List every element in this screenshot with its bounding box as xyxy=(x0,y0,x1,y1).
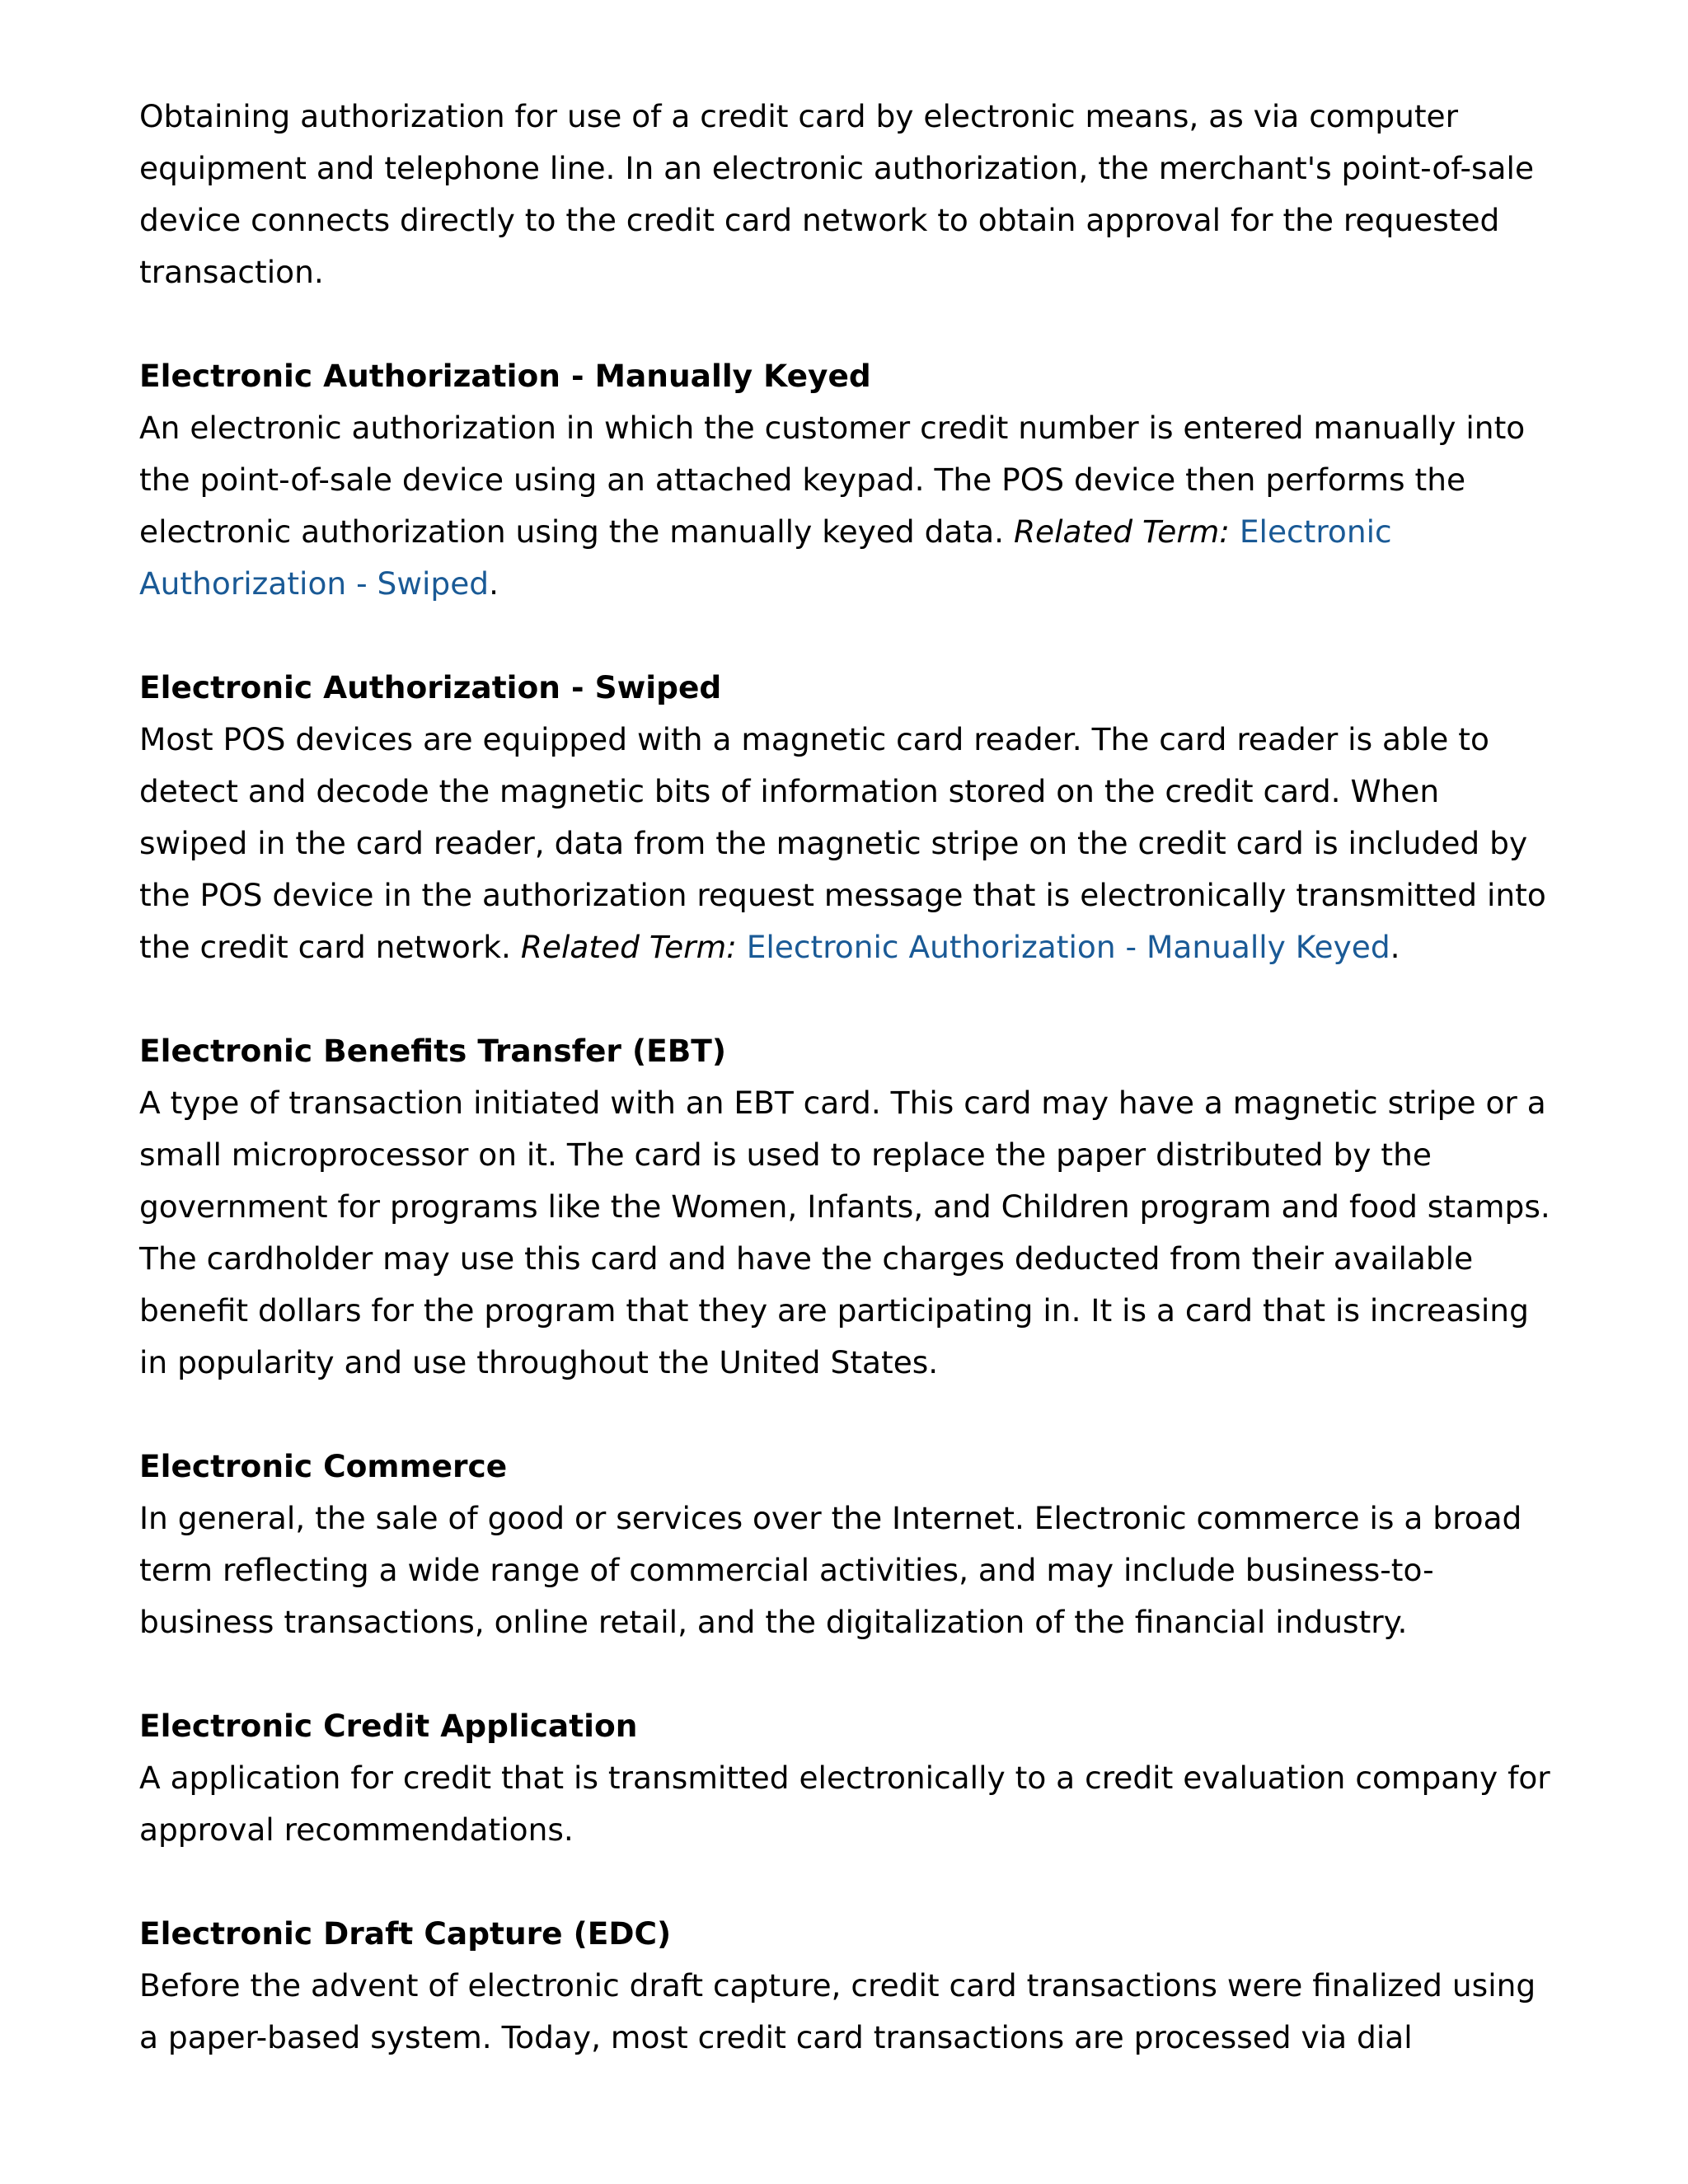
glossary-entry-ebt xyxy=(139,1025,1557,1389)
entry-term: Electronic Draft Capture (EDC) xyxy=(139,1915,672,1952)
glossary-entry-manually-keyed xyxy=(139,350,1557,610)
entry-term: Electronic Authorization - Manually Keyed xyxy=(139,358,871,394)
entry-term: Electronic Benefits Transfer (EBT) xyxy=(139,1033,727,1069)
related-term-period: . xyxy=(489,565,499,602)
entry-definition: A application for credit that is transmitted electronically to a credit evaluation company for approval recommendations. xyxy=(139,1760,1550,1848)
glossary-entry-swiped xyxy=(139,662,1557,973)
related-term-period: . xyxy=(1390,929,1400,965)
entry-definition xyxy=(139,402,1557,610)
glossary-entry-edc xyxy=(139,1908,1557,2064)
intro-paragraph: Obtaining authorization for use of a credit card by electronic means, as via computer equipment and telephone line. In an electronic authorization, the merchant's point-of-sale device connects directly to the credit card network to obtain approval for the requested transaction. xyxy=(139,98,1535,290)
entry-term: Electronic Authorization - Swiped xyxy=(139,669,722,705)
entry-term: Electronic Credit Application xyxy=(139,1708,638,1744)
related-term-label: Related Term: xyxy=(520,929,737,965)
related-term-link[interactable]: Electronic Authorization - Manually Keyed xyxy=(746,929,1390,965)
entry-definition: In general, the sale of good or services over the Internet. Electronic commerce is a broad term reflecting a wide range of commercial activities, and may include business-to-business transactions, online retail, and the digitalization of the financial industry. xyxy=(139,1500,1522,1640)
definition-text: Most POS devices are equipped with a magnetic card reader. The card reader is able to detect and decode the magnetic bits of information stored on the credit card. When swiped in the card reader, data from the magnetic stripe on the credit card is included by the POS device in the authorization request message that is electronically transmitted into the credit card network. xyxy=(139,721,1546,965)
entry-definition: A type of transaction initiated with an EBT card. This card may have a magnetic stripe or a small microprocessor on it. The card is used to replace the paper distributed by the government for programs like the Women, Infants, and Children program and food stamps. The cardholder may use this card and have the charges deducted from their available benefit dollars for the program that they are participating in. It is a card that is increasing in popularity and use throughout the United States. xyxy=(139,1085,1550,1380)
related-term-link[interactable]: Electronic Authorization - Swiped xyxy=(139,513,1392,602)
related-term-label: Related Term: xyxy=(1013,513,1230,550)
entry-term: Electronic Commerce xyxy=(139,1448,508,1484)
glossary-entry-electronic-commerce xyxy=(139,1441,1557,1648)
glossary-entry-credit-application xyxy=(139,1700,1557,1856)
entry-definition: Before the advent of electronic draft capture, credit card transactions were finalized using a paper-based system. Today, most credit card transactions are processed via dial xyxy=(139,1967,1536,2055)
glossary-page xyxy=(139,91,1557,2064)
definition-text: An electronic authorization in which the customer credit number is entered manually into the point-of-sale device using an attached keypad. The POS device then performs the electronic authorization using the manually keyed data. xyxy=(139,410,1526,550)
entry-definition xyxy=(139,714,1557,973)
